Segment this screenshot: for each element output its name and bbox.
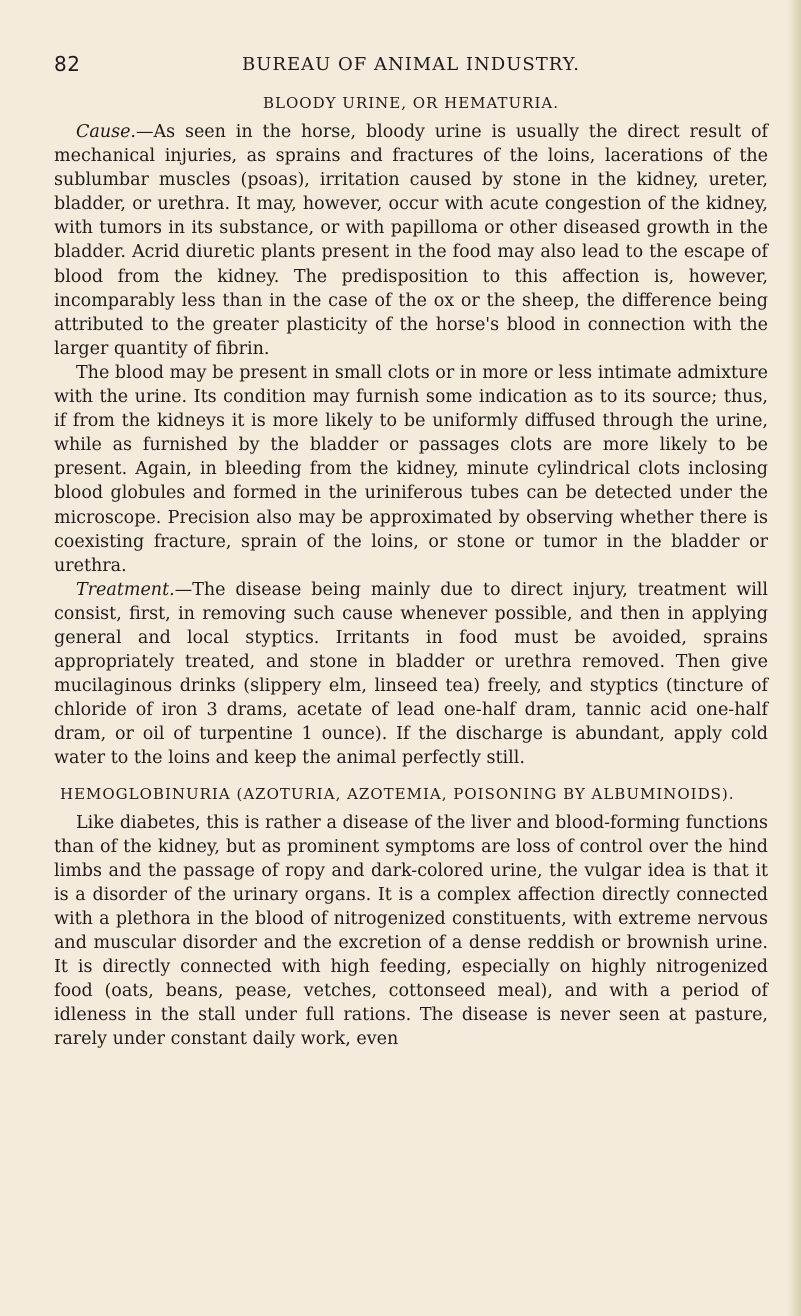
running-title: BUREAU OF ANIMAL INDUSTRY. [242,54,580,75]
paragraph-text: —As seen in the horse, bloody urine is usually the direct result of mechanical injuries, as sprains and fractures of the loins, lacerations of the sublumbar muscles (psoas), irritation caused by stone in the kidney, ureter, bladder, or urethra. It may, however, occur with acute congestion of the kidney, with tumors in its substance, or with papilloma or other diseased growth in the bladder. Acrid diuretic plants present in the food may also lead to the escape of blood from the kidney. The predisposition to this affection is, however, incomparably less than in the case of the ox or the sheep, the difference being attributed to the greater plasticity of the horse's blood in connection with the larger quantity of fibrin. [54,122,768,359]
paragraph-text: Like diabetes, this is rather a disease of the liver and blood-forming functions than of the kidney, but as prominent symptoms are loss of control over the hind limbs and the passage of ropy and dark-colored urine, the vulgar idea is that it is a disorder of the urinary organs. It is a complex affection directly connected with a plethora in the blood of nitrogenized constituents, with extreme nervous and muscular disorder and the excretion of a dense reddish or brownish urine. It is directly connected with high feeding, especially on highly nitrogenized food (oats, beans, pease, vetches, cottonseed meal), and with a period of idleness in the stall under full rations. The disease is never seen at pasture, rarely under constant daily work, even [54,812,768,1050]
section-heading-hemoglobinuria: HEMOGLOBINURIA (AZOTURIA, AZOTEMIA, POISONING BY ALBUMINOIDS). [60,784,735,803]
page-content [54,52,768,1051]
paragraph-text: The blood may be present in small clots or in more or less intimate admixture with the urine. Its condition may furnish some indication as to its source; thus, if from the kidneys it is more likely to be uniformly diffused through the urine, while as furnished by the bladder or passages clots are more likely to be present. Again, in bleeding from the kidney, minute cylindrical clots inclosing blood globules and formed in the uriniferous tubes can be detected under the microscope. Precision also may be approximated by observing whether there is coexisting fracture, sprain of the loins, or stone or tumor in the bladder or urethra. [54,362,768,576]
paragraph-blood-condition [54,361,768,578]
paragraph-text: —The disease being mainly due to direct injury, treatment will consist, first, in removing such cause whenever possible, and then in applying general and local styptics. Irritants in food must be avoided, sprains appropriately treated, and stone in bladder or urethra removed. Then give mucilaginous drinks (slippery elm, linseed tea) freely, and styptics (tincture of chloride of iron 3 drams, acetate of lead one-half dram, tannic acid one-half dram, or oil of turpentine 1 ounce). If the discharge is abundant, apply cold water to the loins and keep the animal perfectly still. [54,579,768,769]
paragraph-cause [54,120,768,361]
running-head [54,52,768,80]
page-edge-shadow [787,0,801,1316]
page-number: 82 [54,52,81,76]
paragraph-lead: Cause. [76,122,136,142]
section-heading-hematuria: BLOODY URINE, OR HEMATURIA. [263,94,559,112]
paragraph-lead: Treatment. [76,579,175,600]
paragraph-treatment [54,578,768,771]
paragraph-hemoglobinuria [54,811,768,1052]
